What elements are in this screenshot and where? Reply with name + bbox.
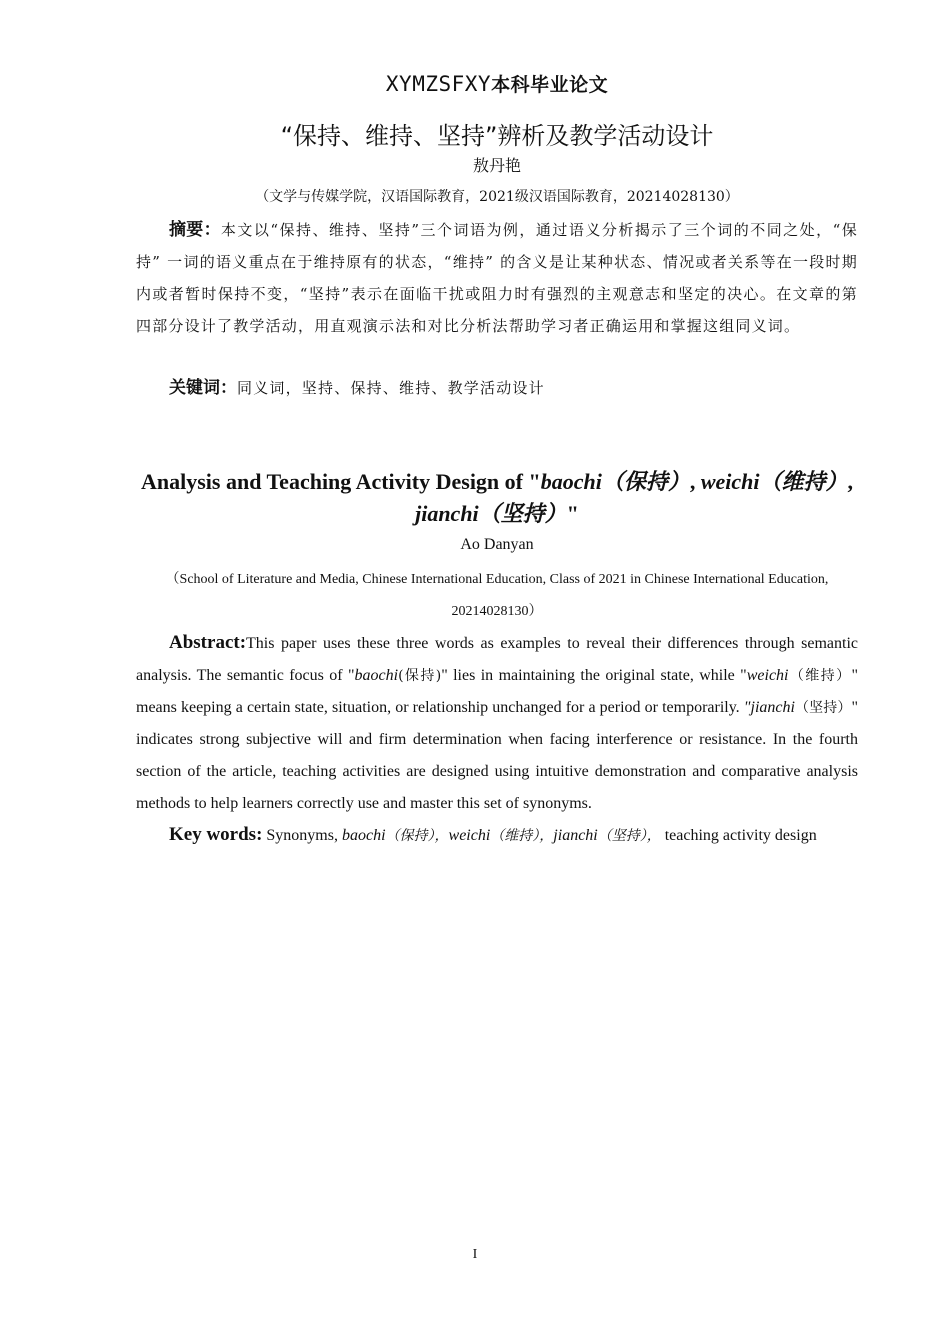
english-abstract-cn-jianchi: （坚持） <box>794 700 852 716</box>
english-abstract-cn-baochi: (保持) <box>398 668 442 684</box>
english-title-prefix: Analysis and Teaching Activity Design of " <box>140 469 541 494</box>
english-keywords-word-baochi: baochi <box>341 827 386 844</box>
english-abstract-cn-weichi: （维持） <box>788 668 852 684</box>
english-affiliation: （School of Literature and Media, Chinese International Education, Class of 2021 in Chinese International Education, 20214028130） <box>165 572 829 619</box>
english-title <box>136 466 858 530</box>
english-keywords-label: Key words: <box>169 824 263 845</box>
chinese-abstract <box>136 214 858 342</box>
english-keywords <box>136 819 858 852</box>
english-abstract-part-4: " indicates strong subjective will and firm determination when facing interference or resistance. In the fourth section of the article, teaching activities are designed using intuitive demonstration and comparative analysis methods to help learners correctly use and master this set of synonyms. <box>136 699 859 812</box>
page-number: I <box>472 1247 478 1262</box>
english-keywords-word-weichi: weichi <box>448 827 491 844</box>
english-title-suffix: " <box>566 501 579 526</box>
english-author: Ao Danyan <box>460 536 534 553</box>
english-keywords-word-jianchi: jianchi <box>553 827 598 844</box>
english-title-word-weichi: weichi（维持） <box>700 469 848 494</box>
english-title-word-jianchi: jianchi（坚持） <box>415 501 567 526</box>
chinese-keywords <box>136 372 858 404</box>
english-title-separator-1: , <box>689 469 701 494</box>
english-keywords-cn-weichi: （维持）， <box>490 828 554 844</box>
chinese-affiliation: （文学与传媒学院，汉语国际教育，2021级汉语国际教育，20214028130） <box>255 189 739 205</box>
english-title-word-baochi: baochi（保持） <box>540 469 690 494</box>
english-abstract-label: Abstract: <box>169 632 247 653</box>
english-abstract-word-weichi: weichi <box>746 667 789 684</box>
english-abstract-word-jianchi: "jianchi <box>743 699 795 716</box>
chinese-abstract-text: 本文以“保持、维持、坚持”三个词语为例，通过语义分析揭示了三个词的不同之处，“保持” 一词的语义重点在于维持原有的状态，“维持” 的含义是让某种状态、情况或者关系等在一段时期内或者暂时保持不变，“坚持”表示在面临干扰或阻力时有强烈的主观意志和坚定的决心。在文章的第四部分设计了教学活动，用直观演示法和对比分析法帮助学习者正确运用和掌握这组同义词。 <box>136 221 858 335</box>
english-abstract-part-1: This paper uses these three words as examples to reveal their differences through semantic analysis. The semantic focus of " <box>136 635 858 684</box>
english-keywords-cn-baochi: （保持）， <box>385 828 449 844</box>
chinese-keywords-text: 同义词，坚持、保持、维持、教学活动设计 <box>237 379 545 397</box>
english-title-separator-2: , <box>847 469 854 494</box>
chinese-keywords-label: 关键词： <box>169 378 237 398</box>
chinese-abstract-label: 摘要： <box>169 220 221 240</box>
english-abstract-part-2: " lies in maintaining the original state, while " <box>441 667 747 684</box>
english-abstract-word-baochi: baochi <box>354 667 399 684</box>
header-code: XYMZSFXY <box>385 72 492 96</box>
english-keywords-cn-jianchi: （坚持）， <box>597 828 661 844</box>
header-label: 本科毕业论文 <box>491 74 609 96</box>
english-abstract <box>136 627 858 820</box>
english-keywords-part-1: Synonyms, <box>262 827 342 844</box>
chinese-title: “保持、维持、坚持”辨析及教学活动设计 <box>280 122 714 150</box>
chinese-author: 敖丹艳 <box>472 156 521 175</box>
english-abstract-part-3: " means keeping a certain state, situation, or relationship unchanged for a period or temporarily. <box>136 667 859 716</box>
document-header <box>136 70 858 97</box>
english-keywords-part-2: teaching activity design <box>660 827 817 844</box>
